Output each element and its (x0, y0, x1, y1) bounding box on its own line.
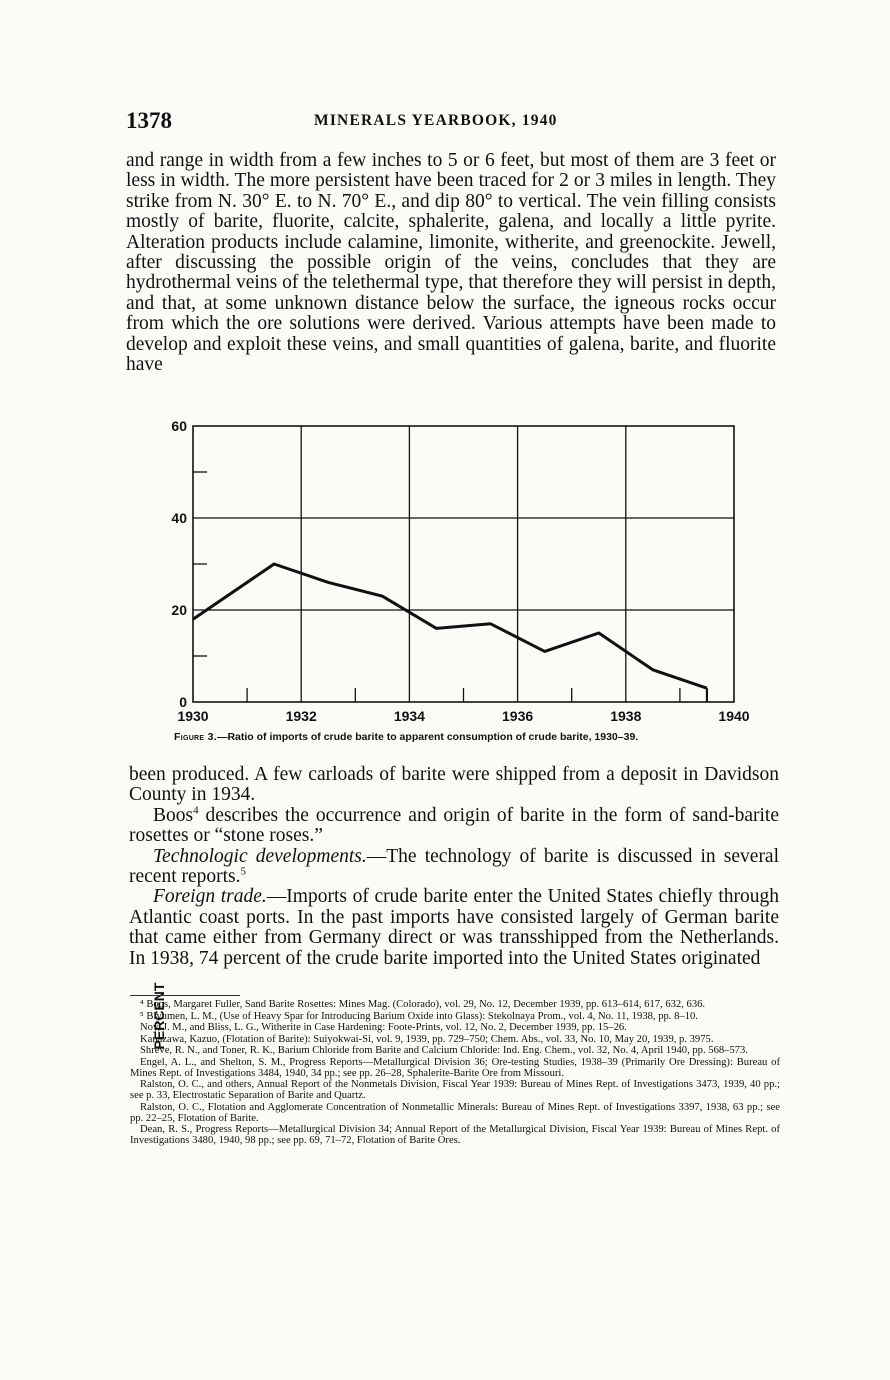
footnote: Engel, A. L., and Shelton, S. M., Progress Reports—Metallurgical Division 36; Ore-testing Studies, 1938–39 (Primarily Ore Dressing): Bureau of Mines Rept. of Investigations 3484, 1940, 34 pp.; see pp. 26–28, Sphalerite-Barite Ore from Missouri. (130, 1056, 780, 1079)
body-text-top (126, 151, 776, 375)
paragraph-rest: describes the occurrence and origin of barite in the form of sand-barite rosettes or “stone roses.” (129, 804, 779, 847)
footnote: ⁵ Blyumen, L. M., (Use of Heavy Spar for Introducing Barium Oxide into Glass): Stekolnaya Prom., vol. 4, No. 11, 1938, pp. 8–10. (140, 1010, 698, 1022)
y-tick-label: 60 (171, 418, 187, 434)
paragraph-rest: —Imports of crude barite enter the United States chiefly through Atlantic coast ports. In the past imports have consisted largely of German barite that came either from Germany direct or was transshipped from the Netherlands. In 1938, 74 percent of the crude barite imported into the United States originated (129, 886, 779, 969)
page-number: 1378 (126, 108, 172, 133)
paragraph (129, 806, 779, 847)
chart-tick-labels (171, 418, 749, 724)
paragraph: been produced. A few carloads of barite were shipped from a deposit in Davidson County in 1934. (129, 764, 779, 806)
page-header (126, 108, 776, 134)
y-tick-label: 0 (179, 694, 187, 710)
paragraph (129, 847, 779, 888)
figure-caption (174, 731, 774, 743)
footnote: Shreve, R. N., and Toner, R. K., Barium Chloride from Barite and Calcium Chloride: Ind. Eng. Chem., vol. 32, No. 4, April 1940, pp. 568–573. (140, 1045, 749, 1056)
footnote: Ralston, O. C., Flotation and Agglomerate Concentration of Nonmetallic Minerals: Bureau of Mines Rept. of Investigations 3397, 1938, 63 pp.; see pp. 22–25, Flotation of Barite. (130, 1101, 780, 1124)
x-tick-label: 1930 (177, 708, 209, 724)
figure-caption-text: —Ratio of imports of crude barite to apparent consumption of crude barite, 1930–39. (216, 731, 639, 743)
x-tick-label: 1932 (285, 708, 317, 724)
body-text-bottom (129, 765, 779, 969)
paragraph-start: Boos (153, 804, 194, 826)
footnote: Dean, R. S., Progress Reports—Metallurgical Division 34; Annual Report of the Metallurgical Division, Fiscal Year 1939: Bureau of Mines Rept. of Investigations 3480, 1940, 98 pp.; see pp. 69, 71–72, Flotation of Barite Ores. (130, 1124, 780, 1146)
paragraph-rest: —The technology of barite is discussed in several recent reports. (129, 845, 780, 888)
x-tick-label: 1936 (502, 708, 534, 724)
footnote-divider (130, 995, 240, 996)
running-title: MINERALS YEARBOOK, 1940 (314, 112, 558, 129)
series-line (193, 564, 707, 688)
chart-ticks (193, 472, 680, 702)
paragraph: and range in width from a few inches to 5 or 6 feet, but most of them are 3 feet or less in width. The more persistent have been traced for 2 or 3 miles in length. They strike from N. 30° E. to N. 70° E., and dip 80° to vertical. The vein filling consists mostly of barite, fluorite, calcite, sphalerite, galena, and locally a little pyrite. Alteration products include calamine, limonite, witherite, and greenockite. Jewell, after discussing the possible origin of the veins, concludes that they are hydrothermal veins of the telethermal type, that therefore they will persist in depth, and that, at some unknown distance below the surface, the igneous rocks occur from which the ore solutions were derived. Various attempts have been made to develop and exploit these veins, and small quantities of galena, barite, and fluorite have (126, 150, 776, 376)
x-tick-label: 1938 (610, 708, 642, 724)
y-tick-label: 40 (171, 510, 187, 526)
figure-caption-label: Figure 3. (174, 731, 217, 743)
y-tick-label: 20 (171, 602, 187, 618)
x-tick-label: 1934 (393, 708, 425, 724)
section-heading: Foreign trade. (153, 886, 267, 908)
section-heading: Technologic developments. (153, 845, 367, 867)
footnote: Kanazawa, Kazuo, (Flotation of Barite): Suiyokwai-Si, vol. 9, 1939, pp. 729–750; Chem. Abs., vol. 33, No. 10, May 20, 1939, p. 3975. (140, 1033, 714, 1045)
chart-series (193, 564, 707, 702)
footnote: Ralston, O. C., and others, Annual Report of the Nonmetals Division, Fiscal Year 1939: Bureau of Mines Rept. of Investigations 3473, 1939, 40 pp.; see p. 33, Electrostatic Separation of Barite and Quartz. (130, 1079, 780, 1101)
footnotes (130, 999, 780, 1147)
footnote: Noy, J. M., and Bliss, L. G., Witherite in Case Hardening: Foote-Prints, vol. 12, No. 2, December 1939, pp. 15–26. (140, 1022, 627, 1033)
y-axis-label: PERCENT (151, 982, 167, 1050)
footnote-ref: 4 (193, 804, 199, 817)
paragraph (129, 887, 779, 969)
footnote: ⁴ Boos, Margaret Fuller, Sand Barite Rosettes: Mines Mag. (Colorado), vol. 29, No. 12, December 1939, pp. 613–614, 617, 632, 636. (140, 999, 706, 1010)
footnote-ref: 5 (240, 865, 247, 878)
x-tick-label: 1940 (718, 708, 750, 724)
